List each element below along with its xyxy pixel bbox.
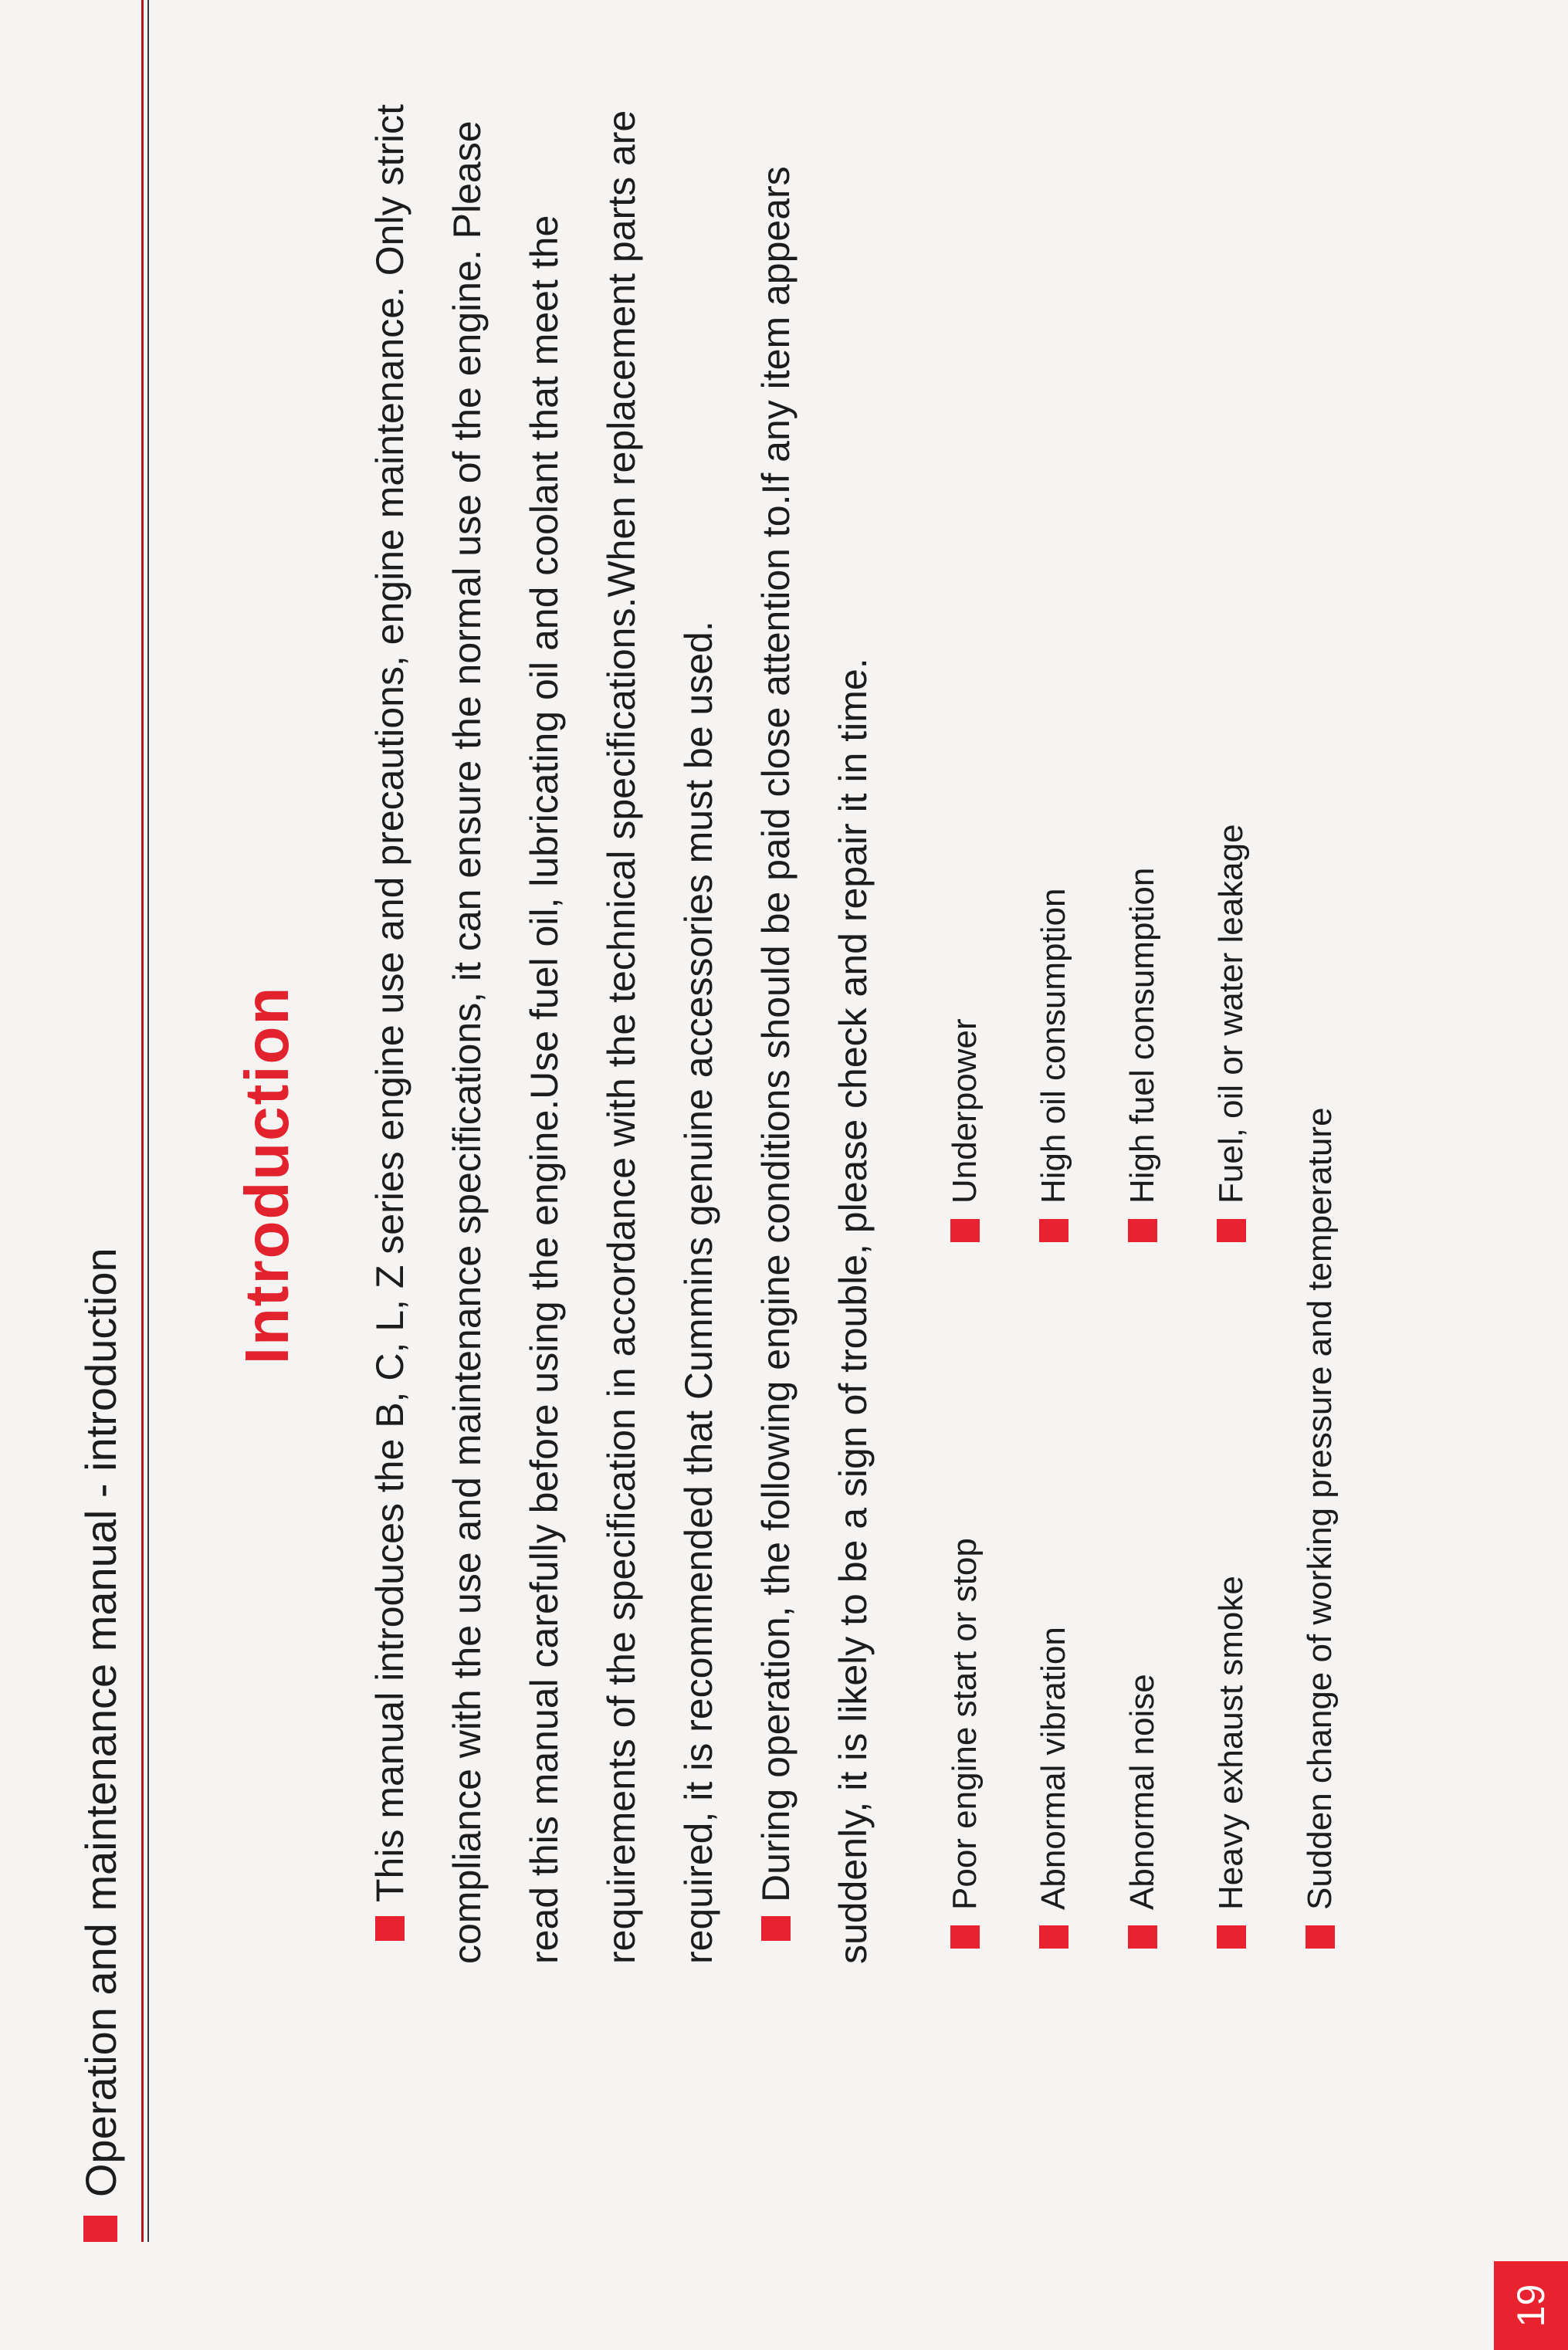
- condition-item-text: Fuel, oil or water leakage: [1212, 824, 1250, 1204]
- header-text: Operation and maintenance manual - introduction: [76, 1248, 125, 2197]
- condition-item: [1123, 1674, 1162, 1949]
- bullet-icon: [950, 1925, 980, 1949]
- conditions-paragraph-text: During operation, the following engine conditions should be paid close attention to.If any item appears suddenly, it is likely to be a sign of trouble, please check and repair it in time.: [754, 166, 875, 1964]
- condition-item-text: Heavy exhaust smoke: [1212, 1576, 1250, 1910]
- condition-item-text: Abnormal vibration: [1035, 1627, 1072, 1910]
- intro-paragraph: [351, 65, 737, 1964]
- intro-paragraph-text: This manual introduces the B, C, L, Z series engine use and precautions, engine maintenance. Only strict compliance with the use and maintenance specifications, it can ensure the normal use of the engine. Please read this manual carefully before using the engine.Use fuel oil, lubricating oil and coolant that meet the requirements of the specification in accordance with the technical specifications.When replacement parts are required, it is recommended that Cummins genuine accessories must be used.: [368, 103, 720, 1964]
- header-rule-dark: [147, 0, 149, 2242]
- condition-item-text: Underpower: [946, 1018, 984, 1204]
- bullet-icon: [1217, 1925, 1246, 1949]
- condition-item: [946, 1538, 984, 1949]
- bullet-icon: [1128, 1925, 1157, 1949]
- condition-item-text: High oil consumption: [1035, 888, 1072, 1204]
- bullet-icon: [950, 1219, 980, 1242]
- running-header: [73, 1084, 127, 2242]
- bullet-icon: [1306, 1925, 1335, 1949]
- condition-item: [1301, 1107, 1339, 1949]
- condition-item: [1212, 1576, 1251, 1949]
- bullet-icon: [375, 1916, 405, 1941]
- condition-item: [1212, 824, 1251, 1242]
- page-title: Introduction: [232, 985, 301, 1365]
- condition-item: [1035, 889, 1073, 1242]
- bullet-icon: [761, 1916, 791, 1941]
- bullet-icon: [1039, 1925, 1068, 1949]
- header-marker-icon: [83, 2216, 117, 2242]
- bullet-icon: [1128, 1219, 1157, 1242]
- condition-item: [1035, 1627, 1073, 1949]
- condition-item-text: Sudden change of working pressure and temperature: [1301, 1107, 1339, 1910]
- condition-item-text: Abnormal noise: [1123, 1674, 1161, 1910]
- conditions-paragraph: [737, 65, 892, 1964]
- condition-item-text: Poor engine start or stop: [946, 1538, 984, 1910]
- bullet-icon: [1039, 1219, 1068, 1242]
- condition-item-text: High fuel consumption: [1123, 867, 1161, 1204]
- bullet-icon: [1217, 1219, 1246, 1242]
- page-number-badge: 19: [1494, 2261, 1568, 2350]
- condition-item: [946, 1018, 984, 1242]
- condition-item: [1123, 868, 1162, 1242]
- header-rule: [141, 0, 144, 2242]
